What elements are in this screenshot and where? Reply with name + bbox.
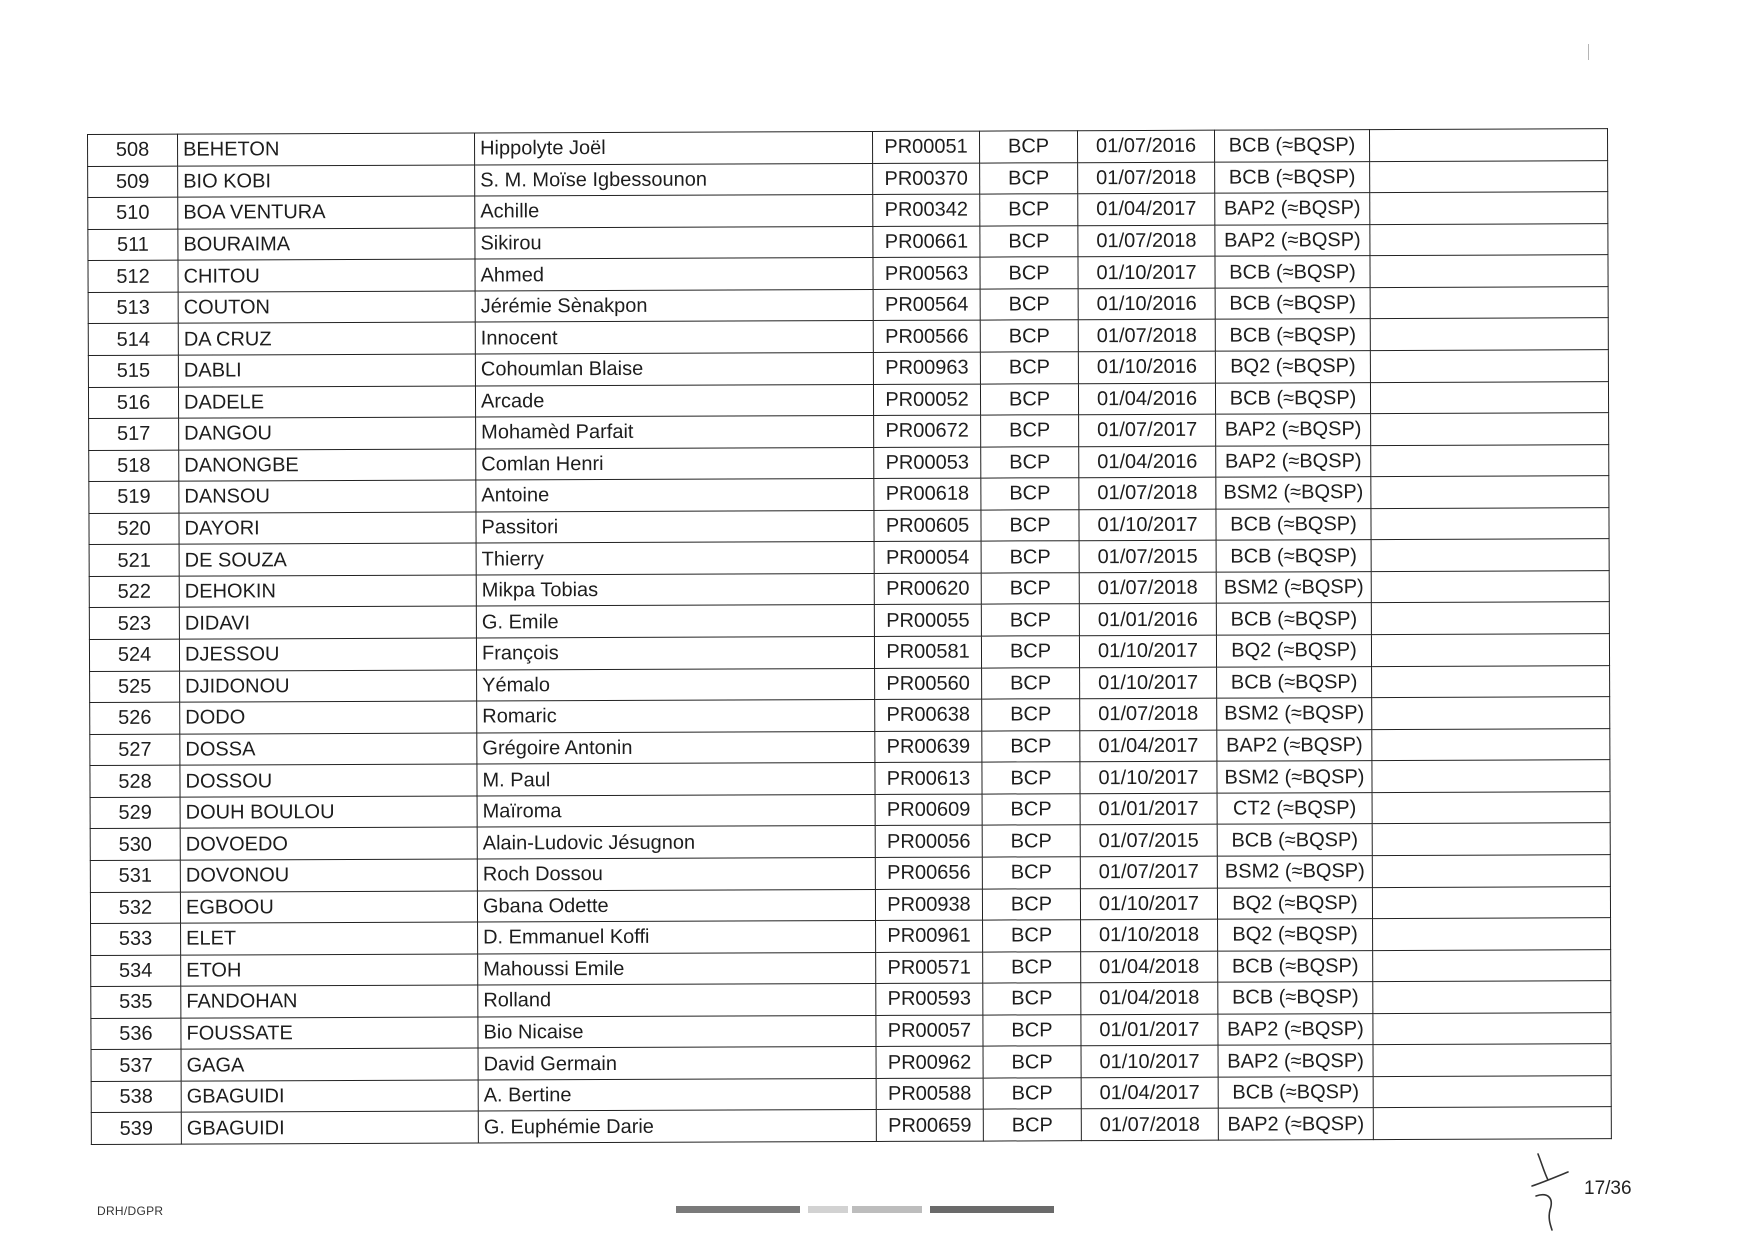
empty-cell xyxy=(1371,602,1609,634)
effective-date: 01/10/2017 xyxy=(1079,635,1216,667)
empty-cell xyxy=(1371,634,1609,666)
empty-cell xyxy=(1373,949,1611,981)
row-number: 538 xyxy=(91,1081,181,1113)
last-name: DANSOU xyxy=(179,480,476,513)
empty-cell xyxy=(1373,1044,1611,1076)
matricule: PR00053 xyxy=(874,447,981,479)
first-name: Mikpa Tobias xyxy=(476,573,874,606)
grade: BAP2 (≈BQSP) xyxy=(1216,414,1371,446)
grade: BQ2 (≈BQSP) xyxy=(1216,635,1371,667)
effective-date: 01/01/2017 xyxy=(1080,793,1217,825)
matricule: PR00581 xyxy=(874,636,981,668)
grade: CT2 (≈BQSP) xyxy=(1217,792,1372,824)
matricule: PR00593 xyxy=(876,983,983,1015)
effective-date: 01/07/2018 xyxy=(1079,572,1216,604)
empty-cell xyxy=(1372,791,1610,823)
effective-date: 01/10/2017 xyxy=(1079,509,1216,541)
effective-date: 01/07/2015 xyxy=(1079,540,1216,572)
matricule: PR00564 xyxy=(873,289,980,321)
first-name: Hippolyte Joël xyxy=(474,131,872,164)
effective-date: 01/07/2018 xyxy=(1078,320,1215,352)
category: BCP xyxy=(983,920,1081,952)
matricule: PR00055 xyxy=(874,605,981,637)
first-name: Thierry xyxy=(476,542,874,575)
row-number: 534 xyxy=(91,955,181,987)
effective-date: 01/04/2017 xyxy=(1080,730,1217,762)
row-number: 515 xyxy=(88,355,178,387)
effective-date: 01/04/2018 xyxy=(1081,982,1218,1014)
empty-cell xyxy=(1373,1107,1611,1139)
matricule: PR00613 xyxy=(875,762,982,794)
last-name: DANONGBE xyxy=(179,449,476,482)
category: BCP xyxy=(983,983,1081,1015)
effective-date: 01/07/2015 xyxy=(1080,825,1217,857)
empty-cell xyxy=(1370,160,1608,192)
empty-cell xyxy=(1373,1012,1611,1044)
grade: BCB (≈BQSP) xyxy=(1215,161,1370,193)
first-name: Antoine xyxy=(476,479,874,512)
first-name: Romaric xyxy=(477,700,875,733)
empty-cell xyxy=(1370,381,1608,413)
last-name: DOSSOU xyxy=(180,764,477,797)
category: BCP xyxy=(980,162,1078,194)
grade: BAP2 (≈BQSP) xyxy=(1217,729,1372,761)
matricule: PR00962 xyxy=(876,1046,983,1078)
effective-date: 01/04/2017 xyxy=(1078,193,1215,225)
matricule: PR00605 xyxy=(874,510,981,542)
last-name: BOA VENTURA xyxy=(178,196,475,229)
last-name: ELET xyxy=(181,922,478,955)
matricule: PR00938 xyxy=(875,889,982,921)
last-name: DOVOEDO xyxy=(180,827,477,860)
last-name: DJIDONOU xyxy=(180,670,477,703)
empty-cell xyxy=(1370,318,1608,350)
effective-date: 01/07/2018 xyxy=(1078,162,1215,194)
last-name: DOUH BOULOU xyxy=(180,796,477,829)
row-number: 533 xyxy=(91,923,181,955)
row-number: 509 xyxy=(88,166,178,198)
page-number: 17/36 xyxy=(1584,1178,1632,1199)
matricule: PR00056 xyxy=(875,825,982,857)
first-name: D. Emmanuel Koffi xyxy=(478,921,876,954)
category: BCP xyxy=(982,794,1080,826)
category: BCP xyxy=(983,1046,1081,1078)
last-name: DOVONOU xyxy=(180,859,477,892)
last-name: GBAGUIDI xyxy=(181,1080,478,1113)
category: BCP xyxy=(980,194,1078,226)
category: BCP xyxy=(981,573,1079,605)
effective-date: 01/04/2016 xyxy=(1078,383,1215,415)
category: BCP xyxy=(983,1014,1081,1046)
effective-date: 01/07/2018 xyxy=(1079,477,1216,509)
category: BCP xyxy=(982,699,1080,731)
effective-date: 01/07/2017 xyxy=(1080,856,1217,888)
grade: BAP2 (≈BQSP) xyxy=(1218,1045,1373,1077)
first-name: David Germain xyxy=(478,1047,876,1080)
first-name: Ahmed xyxy=(475,258,873,291)
empty-cell xyxy=(1373,918,1611,950)
empty-cell xyxy=(1372,665,1610,697)
matricule: PR00672 xyxy=(874,415,981,447)
grade: BSM2 (≈BQSP) xyxy=(1216,477,1371,509)
matricule: PR00620 xyxy=(874,573,981,605)
row-number: 526 xyxy=(90,702,180,734)
last-name: BOURAIMA xyxy=(178,228,475,261)
grade: BCB (≈BQSP) xyxy=(1216,540,1371,572)
first-name: Rolland xyxy=(478,984,876,1017)
matricule: PR00054 xyxy=(874,541,981,573)
row-number: 516 xyxy=(88,387,178,419)
grade: BCB (≈BQSP) xyxy=(1215,382,1370,414)
category: BCP xyxy=(982,762,1080,794)
row-number: 537 xyxy=(91,1049,181,1081)
row-number: 512 xyxy=(88,260,178,292)
matricule: PR00609 xyxy=(875,794,982,826)
scan-artifact xyxy=(676,1206,800,1213)
grade: BQ2 (≈BQSP) xyxy=(1218,919,1373,951)
effective-date: 01/10/2017 xyxy=(1078,256,1215,288)
grade: BCB (≈BQSP) xyxy=(1218,982,1373,1014)
empty-cell xyxy=(1372,728,1610,760)
empty-cell xyxy=(1370,223,1608,255)
last-name: DADELE xyxy=(178,386,475,419)
effective-date: 01/01/2017 xyxy=(1081,1014,1218,1046)
staff-table-body xyxy=(88,129,1612,1145)
grade: BSM2 (≈BQSP) xyxy=(1216,571,1371,603)
effective-date: 01/10/2017 xyxy=(1081,1045,1218,1077)
category: BCP xyxy=(980,383,1078,415)
initials-signature xyxy=(1528,1152,1572,1232)
effective-date: 01/07/2018 xyxy=(1078,225,1215,257)
empty-cell xyxy=(1370,286,1608,318)
matricule: PR00639 xyxy=(875,731,982,763)
last-name: DA CRUZ xyxy=(178,322,475,355)
matricule: PR00963 xyxy=(873,352,980,384)
effective-date: 01/10/2017 xyxy=(1080,667,1217,699)
last-name: DABLI xyxy=(178,354,475,387)
row-number: 519 xyxy=(89,481,179,513)
last-name: DE SOUZA xyxy=(179,543,476,576)
first-name: Gbana Odette xyxy=(477,889,875,922)
effective-date: 01/10/2017 xyxy=(1080,761,1217,793)
category: BCP xyxy=(981,415,1079,447)
first-name: A. Bertine xyxy=(478,1078,876,1111)
empty-cell xyxy=(1371,539,1609,571)
category: BCP xyxy=(982,825,1080,857)
row-number: 511 xyxy=(88,229,178,261)
last-name: BEHETON xyxy=(178,133,475,166)
scan-mark xyxy=(1588,44,1589,60)
row-number: 510 xyxy=(88,197,178,229)
empty-cell xyxy=(1372,886,1610,918)
matricule: PR00659 xyxy=(876,1110,983,1142)
category: BCP xyxy=(981,636,1079,668)
first-name: Innocent xyxy=(475,321,873,354)
effective-date: 01/04/2016 xyxy=(1079,446,1216,478)
row-number: 531 xyxy=(90,860,180,892)
row-number: 521 xyxy=(89,544,179,576)
empty-cell xyxy=(1372,855,1610,887)
row-number: 517 xyxy=(89,418,179,450)
row-number: 524 xyxy=(89,639,179,671)
grade: BCB (≈BQSP) xyxy=(1214,130,1369,162)
row-number: 536 xyxy=(91,1018,181,1050)
effective-date: 01/07/2018 xyxy=(1081,1109,1218,1141)
first-name: S. M. Moïse Igbessounon xyxy=(475,163,873,196)
first-name: G. Emile xyxy=(476,605,874,638)
last-name: DEHOKIN xyxy=(179,575,476,608)
category: BCP xyxy=(980,225,1078,257)
matricule: PR00560 xyxy=(875,668,982,700)
first-name: Achille xyxy=(475,195,873,228)
last-name: DJESSOU xyxy=(179,638,476,671)
empty-cell xyxy=(1371,476,1609,508)
category: BCP xyxy=(980,289,1078,321)
effective-date: 01/07/2018 xyxy=(1080,698,1217,730)
empty-cell xyxy=(1373,981,1611,1013)
row-number: 508 xyxy=(88,134,178,166)
empty-cell xyxy=(1371,444,1609,476)
first-name: Mohamèd Parfait xyxy=(476,416,874,449)
matricule: PR00638 xyxy=(875,699,982,731)
row-number: 525 xyxy=(90,671,180,703)
last-name: DANGOU xyxy=(179,417,476,450)
matricule: PR00571 xyxy=(876,952,983,984)
category: BCP xyxy=(983,1109,1081,1141)
first-name: Passitori xyxy=(476,510,874,543)
matricule: PR00563 xyxy=(873,257,980,289)
first-name: Sikirou xyxy=(475,226,873,259)
last-name: ETOH xyxy=(181,954,478,987)
first-name: Jérémie Sènakpon xyxy=(475,289,873,322)
last-name: FOUSSATE xyxy=(181,1017,478,1050)
grade: BAP2 (≈BQSP) xyxy=(1215,224,1370,256)
row-number: 529 xyxy=(90,797,180,829)
grade: BCB (≈BQSP) xyxy=(1216,603,1371,635)
first-name: Bio Nicaise xyxy=(478,1015,876,1048)
last-name: FANDOHAN xyxy=(181,985,478,1018)
first-name: Grégoire Antonin xyxy=(477,731,875,764)
last-name: DOSSA xyxy=(180,733,477,766)
category: BCP xyxy=(982,888,1080,920)
row-number: 527 xyxy=(90,734,180,766)
first-name: Alain-Ludovic Jésugnon xyxy=(477,826,875,859)
matricule: PR00370 xyxy=(873,163,980,195)
effective-date: 01/07/2016 xyxy=(1077,130,1214,162)
last-name: GBAGUIDI xyxy=(181,1111,478,1144)
department-code: DRH/DGPR xyxy=(97,1204,164,1218)
scan-artifact xyxy=(808,1206,848,1213)
last-name: DIDAVI xyxy=(179,606,476,639)
empty-cell xyxy=(1372,697,1610,729)
grade: BCB (≈BQSP) xyxy=(1215,256,1370,288)
grade: BCB (≈BQSP) xyxy=(1217,666,1372,698)
category: BCP xyxy=(982,667,1080,699)
matricule: PR00961 xyxy=(876,920,983,952)
matricule: PR00656 xyxy=(875,857,982,889)
row-number: 523 xyxy=(89,608,179,640)
scan-artifact xyxy=(930,1206,1054,1213)
first-name: Mahoussi Emile xyxy=(478,952,876,985)
category: BCP xyxy=(982,857,1080,889)
empty-cell xyxy=(1371,413,1609,445)
last-name: DAYORI xyxy=(179,512,476,545)
row-number: 513 xyxy=(88,292,178,324)
row-number: 518 xyxy=(89,450,179,482)
category: BCP xyxy=(981,446,1079,478)
category: BCP xyxy=(980,320,1078,352)
grade: BCB (≈BQSP) xyxy=(1218,950,1373,982)
empty-cell xyxy=(1370,192,1608,224)
grade: BAP2 (≈BQSP) xyxy=(1218,1013,1373,1045)
effective-date: 01/07/2017 xyxy=(1079,414,1216,446)
empty-cell xyxy=(1371,507,1609,539)
row-number: 535 xyxy=(91,986,181,1018)
last-name: DODO xyxy=(180,701,477,734)
row-number: 539 xyxy=(91,1113,181,1145)
grade: BSM2 (≈BQSP) xyxy=(1217,698,1372,730)
grade: BQ2 (≈BQSP) xyxy=(1217,887,1372,919)
matricule: PR00588 xyxy=(876,1078,983,1110)
effective-date: 01/10/2016 xyxy=(1078,288,1215,320)
row-number: 528 xyxy=(90,765,180,797)
effective-date: 01/04/2017 xyxy=(1081,1077,1218,1109)
effective-date: 01/01/2016 xyxy=(1079,604,1216,636)
first-name: Cohoumlan Blaise xyxy=(475,352,873,385)
empty-cell xyxy=(1370,350,1608,382)
grade: BCB (≈BQSP) xyxy=(1218,1076,1373,1108)
matricule: PR00057 xyxy=(876,1015,983,1047)
grade: BAP2 (≈BQSP) xyxy=(1218,1108,1373,1140)
first-name: Yémalo xyxy=(477,668,875,701)
last-name: EGBOOU xyxy=(180,891,477,924)
first-name: François xyxy=(476,636,874,669)
grade: BAP2 (≈BQSP) xyxy=(1215,193,1370,225)
effective-date: 01/10/2018 xyxy=(1081,919,1218,951)
grade: BCB (≈BQSP) xyxy=(1215,319,1370,351)
category: BCP xyxy=(980,352,1078,384)
grade: BSM2 (≈BQSP) xyxy=(1217,856,1372,888)
first-name: M. Paul xyxy=(477,763,875,796)
grade: BSM2 (≈BQSP) xyxy=(1217,761,1372,793)
scan-artifact xyxy=(852,1206,922,1213)
category: BCP xyxy=(983,1078,1081,1110)
category: BCP xyxy=(981,509,1079,541)
first-name: G. Euphémie Darie xyxy=(478,1110,876,1143)
first-name: Comlan Henri xyxy=(476,447,874,480)
category: BCP xyxy=(981,541,1079,573)
grade: BAP2 (≈BQSP) xyxy=(1216,445,1371,477)
matricule: PR00618 xyxy=(874,478,981,510)
first-name: Arcade xyxy=(475,384,873,417)
row-number: 514 xyxy=(88,324,178,356)
effective-date: 01/10/2017 xyxy=(1080,888,1217,920)
last-name: CHITOU xyxy=(178,259,475,292)
matricule: PR00342 xyxy=(873,194,980,226)
category: BCP xyxy=(979,131,1077,163)
empty-cell xyxy=(1369,129,1607,161)
row-number: 522 xyxy=(89,576,179,608)
empty-cell xyxy=(1372,823,1610,855)
empty-cell xyxy=(1373,1076,1611,1108)
category: BCP xyxy=(982,730,1080,762)
last-name: COUTON xyxy=(178,291,475,324)
empty-cell xyxy=(1372,760,1610,792)
grade: BQ2 (≈BQSP) xyxy=(1215,351,1370,383)
first-name: Maïroma xyxy=(477,794,875,827)
empty-cell xyxy=(1370,255,1608,287)
empty-cell xyxy=(1371,571,1609,603)
category: BCP xyxy=(981,478,1079,510)
last-name: GAGA xyxy=(181,1048,478,1081)
category: BCP xyxy=(980,257,1078,289)
effective-date: 01/04/2018 xyxy=(1081,951,1218,983)
grade: BCB (≈BQSP) xyxy=(1217,824,1372,856)
matricule: PR00661 xyxy=(873,226,980,258)
category: BCP xyxy=(983,951,1081,983)
matricule: PR00566 xyxy=(873,320,980,352)
row-number: 530 xyxy=(90,829,180,861)
matricule: PR00052 xyxy=(873,384,980,416)
grade: BCB (≈BQSP) xyxy=(1216,508,1371,540)
staff-table xyxy=(87,128,1612,1145)
grade: BCB (≈BQSP) xyxy=(1215,287,1370,319)
row-number: 532 xyxy=(90,892,180,924)
category: BCP xyxy=(981,604,1079,636)
last-name: BIO KOBI xyxy=(178,165,475,198)
table-row xyxy=(91,1107,1611,1144)
first-name: Roch Dossou xyxy=(477,857,875,890)
matricule: PR00051 xyxy=(872,131,979,163)
row-number: 520 xyxy=(89,513,179,545)
effective-date: 01/10/2016 xyxy=(1078,351,1215,383)
